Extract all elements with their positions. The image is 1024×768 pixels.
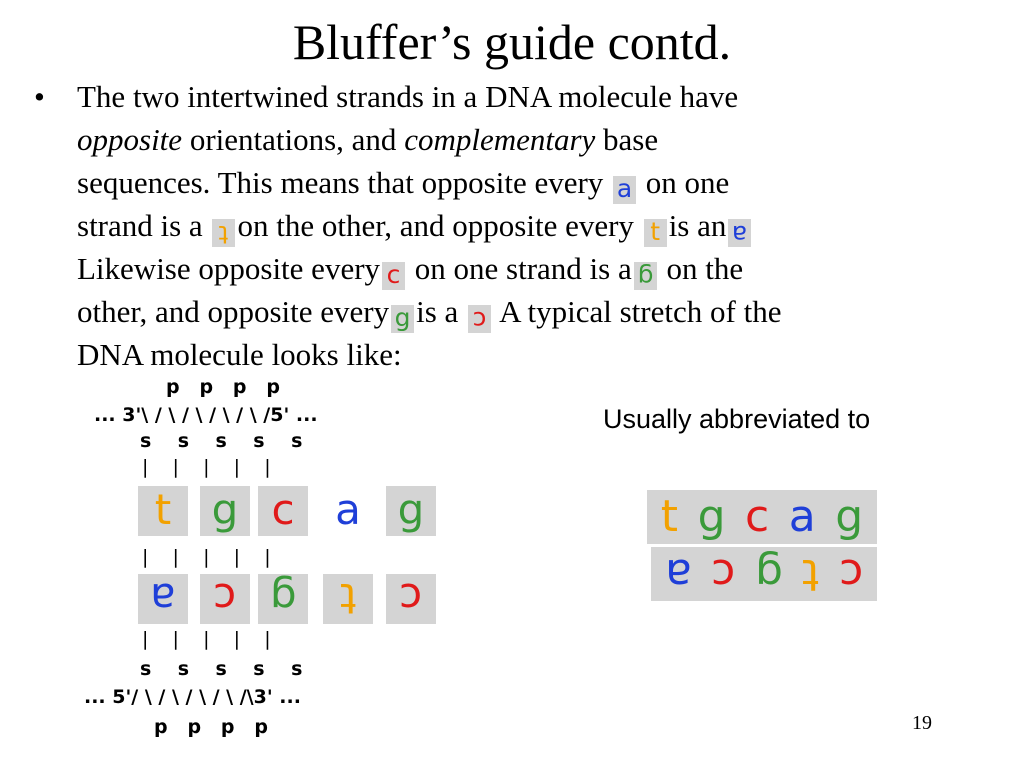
- para-text: on the other, and opposite every: [237, 208, 634, 243]
- top-base-c-box: [258, 486, 308, 536]
- para-line-5: [77, 247, 977, 290]
- slide-title: Bluffer’s guide contd.: [292, 14, 732, 70]
- base-g-chip: g: [391, 305, 414, 333]
- term-opposite: opposite: [77, 122, 183, 157]
- para-text: on the: [658, 251, 744, 286]
- top-base-a-box: [323, 486, 373, 536]
- para-text: is a: [416, 294, 467, 329]
- base-letter: c: [271, 485, 295, 534]
- bottom-base-c-box: [200, 574, 250, 624]
- base-c-chip: c: [382, 262, 405, 290]
- abbr-base-g: g: [697, 491, 726, 542]
- base-g-flipped-chip: g: [634, 262, 657, 290]
- sugar-row-top: s s s s s: [140, 430, 303, 452]
- base-letter: c: [213, 574, 237, 623]
- para-text: is an: [668, 208, 727, 243]
- bottom-base-a-box: [138, 574, 188, 624]
- base-letter: c: [399, 574, 423, 623]
- abbr-base-a: a: [788, 491, 816, 542]
- base-c-flipped-chip: c: [468, 305, 491, 333]
- abbr-base-c: c: [839, 549, 864, 600]
- base-a-chip: a: [613, 176, 636, 204]
- phosphate-row-top: p p p p: [166, 376, 280, 398]
- backbone-row-bottom: ... 5'/ \ / \ / \ / \ /\3' ...: [84, 686, 301, 708]
- para-text: Likewise opposite every: [77, 251, 381, 286]
- bond-row-top: | | | | |: [142, 456, 271, 478]
- phosphate-row-bottom: p p p p: [154, 716, 268, 738]
- top-base-g-box: [200, 486, 250, 536]
- base-a-flipped-chip: a: [728, 219, 751, 247]
- para-text: orientations, and: [182, 122, 405, 157]
- base-t-flipped-chip: t: [212, 219, 235, 247]
- para-text: A typical stretch of the: [493, 294, 782, 329]
- top-base-t-box: [138, 486, 188, 536]
- para-text: base: [595, 122, 659, 157]
- para-line-3: [77, 161, 977, 204]
- abbr-base-t: t: [660, 491, 679, 542]
- base-letter: g: [269, 574, 297, 623]
- bond-row-bottom: | | | | |: [142, 628, 271, 650]
- abbreviation-label: Usually abbreviated to: [603, 404, 871, 434]
- base-letter: t: [339, 574, 357, 623]
- bullet-marker: •: [34, 79, 45, 114]
- abbr-base-t: t: [802, 549, 820, 600]
- bullet-paragraph: [77, 75, 977, 376]
- bottom-base-g-box: [258, 574, 308, 624]
- bond-row-middle: | | | | |: [142, 546, 271, 568]
- backbone-row-top: ... 3'\ / \ / \ / \ / \ /5' ...: [94, 404, 318, 426]
- base-letter: t: [154, 485, 172, 534]
- abbreviated-top-strand: [647, 490, 877, 544]
- top-base-g-box: [386, 486, 436, 536]
- para-line-1: The two intertwined strands in a DNA molecule have: [77, 79, 739, 114]
- para-line-7: DNA molecule looks like:: [77, 337, 402, 372]
- page-number: 19: [912, 712, 932, 734]
- para-text: other, and opposite every: [77, 294, 390, 329]
- para-text: strand is a: [77, 208, 211, 243]
- abbr-base-a: a: [664, 549, 692, 600]
- abbr-base-c: c: [711, 549, 736, 600]
- bottom-base-t-box: [323, 574, 373, 624]
- term-complementary: complementary: [404, 122, 596, 157]
- abbr-base-c: c: [745, 491, 770, 542]
- para-text: sequences. This means that opposite every: [77, 165, 604, 200]
- para-text: on one strand is a: [407, 251, 632, 286]
- para-line-4: [77, 204, 977, 247]
- base-letter: g: [211, 485, 239, 534]
- para-line-6: [77, 290, 977, 333]
- para-text: on one: [638, 165, 730, 200]
- abbreviated-bottom-strand: [651, 547, 877, 601]
- base-letter: a: [335, 485, 361, 534]
- abbr-base-g: g: [754, 549, 783, 600]
- base-letter: g: [397, 485, 425, 534]
- para-line-2: [77, 118, 977, 161]
- bottom-base-c-box: [386, 574, 436, 624]
- sugar-row-bottom: s s s s s: [140, 658, 303, 680]
- abbr-base-g: g: [835, 491, 864, 542]
- dna-strand-diagram: [80, 372, 460, 762]
- base-t-chip: t: [644, 219, 667, 247]
- base-letter: a: [150, 574, 176, 623]
